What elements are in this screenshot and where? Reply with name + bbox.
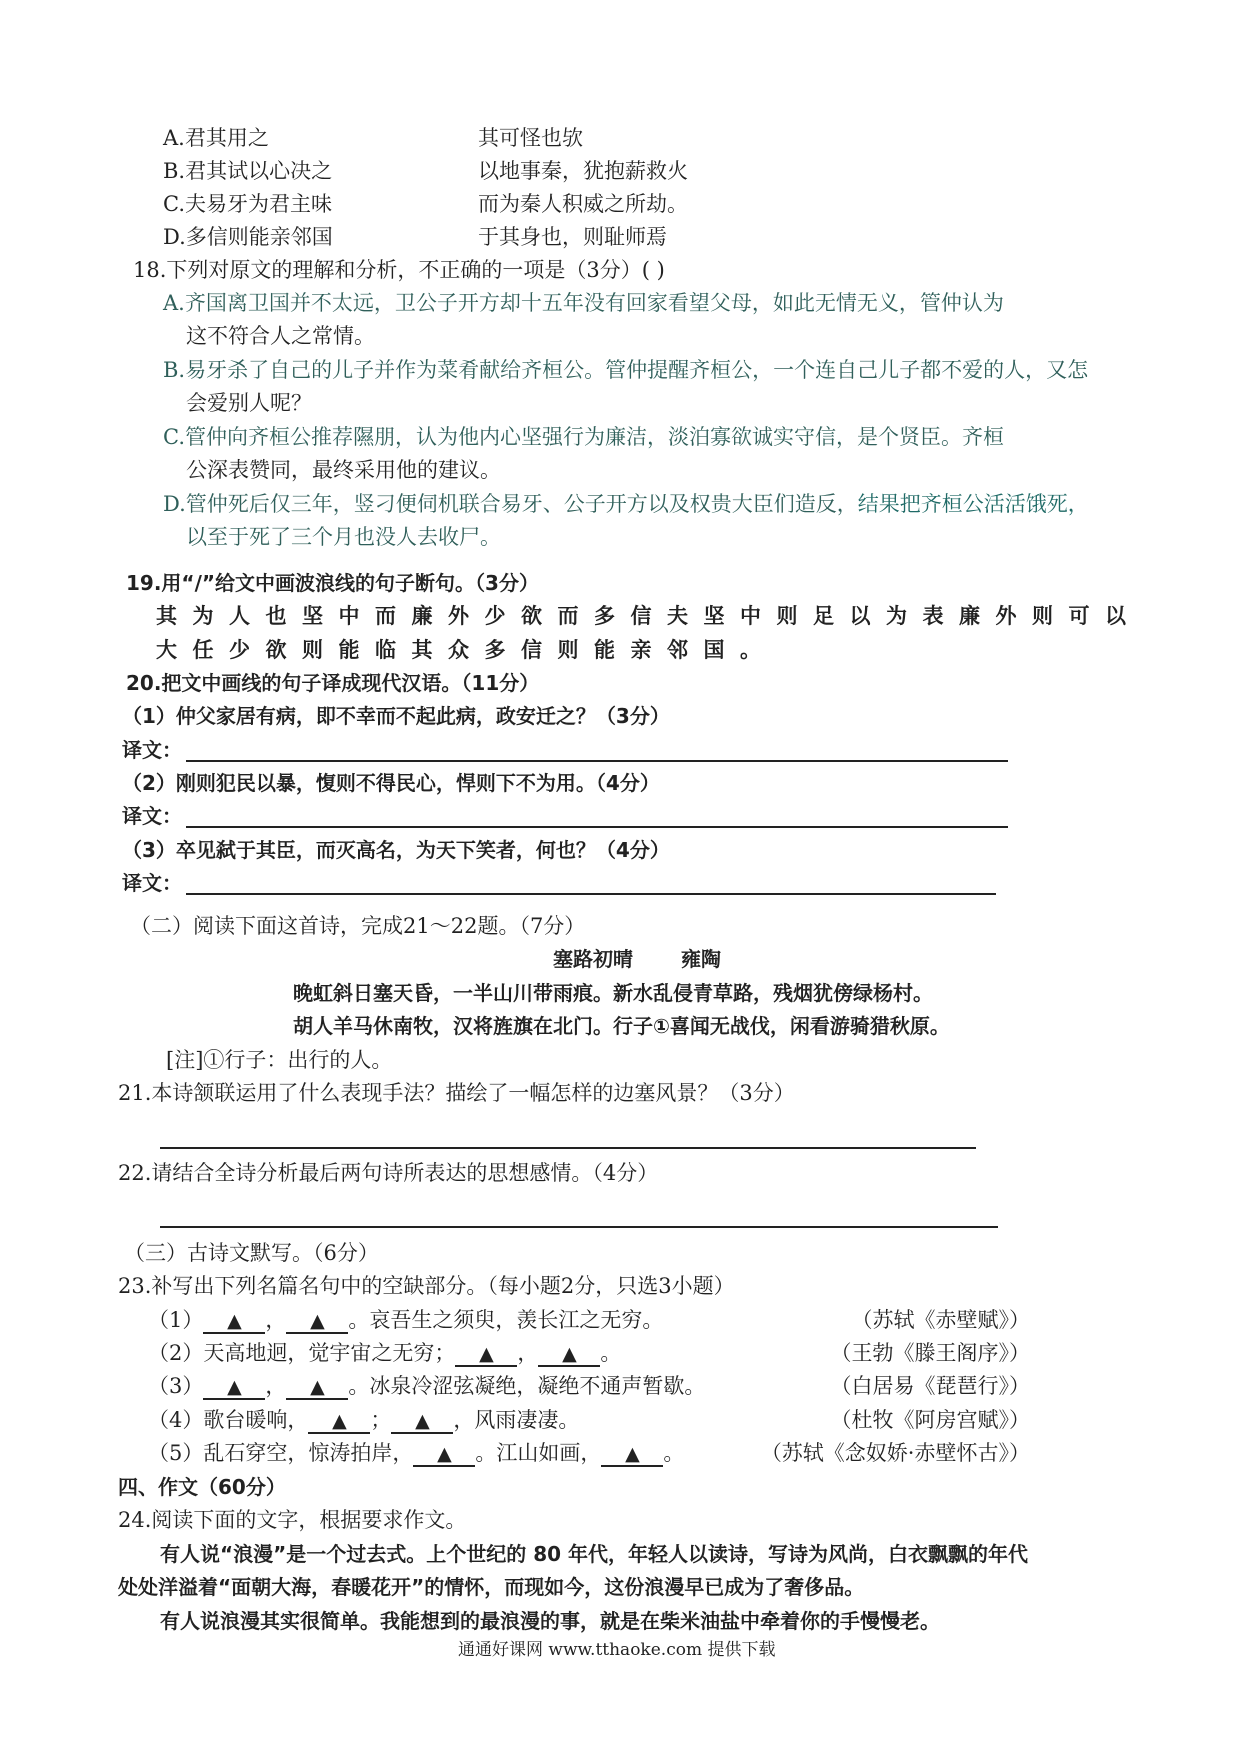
q23-item-2: （2）天高地迥，觉宇宙之无穷； ▲ ， ▲ 。 xyxy=(148,1341,622,1365)
blank[interactable]: ▲ xyxy=(203,1376,265,1400)
q20-sentence-2: （2）刚则犯民以暴，愎则不得民心，悍则下不为用。（4分） xyxy=(122,771,660,795)
poem-title: 塞路初晴 xyxy=(553,947,633,971)
q23-item-3: （3） ▲ ， ▲ 。冰泉冷涩弦凝绝，凝绝不通声暂歇。 xyxy=(148,1374,706,1398)
q23-stem: 23.补写出下列名篇名句中的空缺部分。（每小题2分，只选3小题） xyxy=(118,1274,735,1298)
blank[interactable]: ▲ xyxy=(413,1443,475,1467)
q20-sentence-3: （3）卒见弑于其臣，而灭高名，为天下笑者，何也？（4分） xyxy=(122,838,670,862)
poem-line-1: 晚虹斜日塞天昏，一半山川带雨痕。新水乱侵青草路，残烟犹傍绿杨村。 xyxy=(293,981,933,1005)
q20-answer-label-2: 译文： xyxy=(122,804,182,828)
q17-option-b: B.君其试以心决之 xyxy=(163,159,333,183)
essay-paragraph-1-line2: 处处洋溢着“面朝大海，春暖花开”的情怀，而现如今，这份浪漫早已成为了奢侈品。 xyxy=(118,1575,865,1599)
q18-option-b-line1: B.易牙杀了自己的儿子并作为菜肴献给齐桓公。管仲提醒齐桓公，一个连自己儿子都不爱的人，又怎 xyxy=(163,358,1089,382)
q18-option-c-line1: C.管仲向齐桓公推荐隰朋，认为他内心坚强行为廉洁，淡泊寡欲诚实守信，是个贤臣。齐桓 xyxy=(163,425,1004,449)
q24-stem: 24.阅读下面的文字，根据要求作文。 xyxy=(118,1508,467,1532)
q23-item-5: （5）乱石穿空，惊涛拍岸， ▲ 。江山如画， ▲ 。 xyxy=(148,1441,685,1465)
q20-sentence-1: （1）仲父家居有病，即不幸而不起此病，政安迁之？（3分） xyxy=(122,704,670,728)
q23-item-4: （4）歌台暖响， ▲ ； ▲ ，风雨凄凄。 xyxy=(148,1408,580,1432)
q17-option-c-pair: 而为秦人积威之所劫。 xyxy=(478,192,688,216)
q20-stem: 20.把文中画线的句子译成现代汉语。（11分） xyxy=(126,671,540,695)
q18-option-c-line2: 公深表赞同，最终采用他的建议。 xyxy=(186,458,501,482)
q18-option-d-line2: 以至于死了三个月也没人去收尸。 xyxy=(186,525,501,549)
q19-stem: 19.用“/”给文中画波浪线的句子断句。（3分） xyxy=(126,571,539,595)
q17-option-d: D.多信则能亲邻国 xyxy=(163,225,333,249)
q18-stem: 18.下列对原文的理解和分析，不正确的一项是（3分）( ) xyxy=(133,258,665,282)
q23-item-2-source: （王勃《滕王阁序》） xyxy=(830,1341,1030,1365)
blank[interactable]: ▲ xyxy=(203,1310,265,1334)
q20-answer-label-3: 译文： xyxy=(122,871,182,895)
blank[interactable]: ▲ xyxy=(391,1410,453,1434)
poem-note: [注]①行子：出行的人。 xyxy=(166,1048,393,1072)
q23-item-4-source: （杜牧《阿房宫赋》） xyxy=(830,1408,1030,1432)
essay-paragraph-2: 有人说浪漫其实很简单。我能想到的最浪漫的事，就是在柴米油盐中牵着你的手慢慢老。 xyxy=(160,1609,940,1633)
blank[interactable]: ▲ xyxy=(308,1410,370,1434)
poem-section-heading: （二）阅读下面这首诗，完成21～22题。（7分） xyxy=(130,914,586,938)
blank[interactable]: ▲ xyxy=(601,1443,663,1467)
poem-line-2: 胡人羊马休南牧，汉将旌旗在北门。行子①喜闻无战伐，闲看游骑猎秋原。 xyxy=(293,1014,950,1038)
q20-answer-line-3[interactable] xyxy=(186,893,996,895)
blank[interactable]: ▲ xyxy=(538,1343,600,1367)
poem-author: 雍陶 xyxy=(681,947,721,971)
q17-option-a-pair: 其可怪也欤 xyxy=(478,126,583,150)
q23-item-1-source: （苏轼《赤壁赋》） xyxy=(851,1308,1030,1332)
blank[interactable]: ▲ xyxy=(286,1376,348,1400)
q18-option-a-line1: A.齐国离卫国并不太远，卫公子开方却十五年没有回家看望父母，如此无情无义，管仲认为 xyxy=(163,291,1004,315)
essay-paragraph-1-line1: 有人说“浪漫”是一个过去式。上个世纪的 80 年代，年轻人以读诗，写诗为风尚，白衣飘飘的年代 xyxy=(160,1542,1029,1566)
q20-answer-line-1[interactable] xyxy=(186,760,1008,762)
q17-option-c: C.夫易牙为君主味 xyxy=(163,192,332,216)
blank[interactable]: ▲ xyxy=(286,1310,348,1334)
q17-option-b-pair: 以地事秦，犹抱薪救火 xyxy=(478,159,688,183)
q19-sentence-line1: 其为人也坚中而廉外少欲而多信夫坚中则足以为表廉外则可以 xyxy=(156,604,1142,628)
q18-option-b-line2: 会爱别人呢？ xyxy=(186,391,312,415)
q21-stem: 21.本诗颔联运用了什么表现手法？描绘了一幅怎样的边塞风景？（3分） xyxy=(118,1081,795,1105)
q23-item-3-source: （白居易《琵琶行》） xyxy=(830,1374,1030,1398)
essay-heading: 四、作文（60分） xyxy=(118,1475,286,1499)
blank[interactable]: ▲ xyxy=(455,1343,517,1367)
q19-sentence-line2: 大任少欲则能临其众多信则能亲邻国。 xyxy=(156,638,777,662)
q22-stem: 22.请结合全诗分析最后两句诗所表达的思想感情。（4分） xyxy=(118,1161,659,1185)
q21-answer-line[interactable] xyxy=(160,1147,976,1149)
page-footer: 通通好课网 www.tthaoke.com 提供下载 xyxy=(458,1640,776,1660)
q22-answer-line[interactable] xyxy=(160,1226,998,1228)
q17-option-a: A.君其用之 xyxy=(163,126,269,150)
q23-item-5-source: （苏轼《念奴娇·赤壁怀古》） xyxy=(760,1441,1030,1465)
q20-answer-line-2[interactable] xyxy=(186,826,1008,828)
q23-item-1: （1） ▲ ， ▲ 。哀吾生之须臾，羡长江之无穷。 xyxy=(148,1308,664,1332)
q17-option-d-pair: 于其身也，则耻师焉 xyxy=(478,225,667,249)
recitation-section-heading: （三）古诗文默写。（6分） xyxy=(124,1241,379,1265)
q18-option-d-line1: D.管仲死后仅三年，竖刁便伺机联合易牙、公子开方以及权贵大臣们造反，结果把齐桓公活活饿死， xyxy=(163,492,1089,516)
q20-answer-label-1: 译文： xyxy=(122,738,182,762)
q18-option-a-line2: 这不符合人之常情。 xyxy=(186,324,375,348)
